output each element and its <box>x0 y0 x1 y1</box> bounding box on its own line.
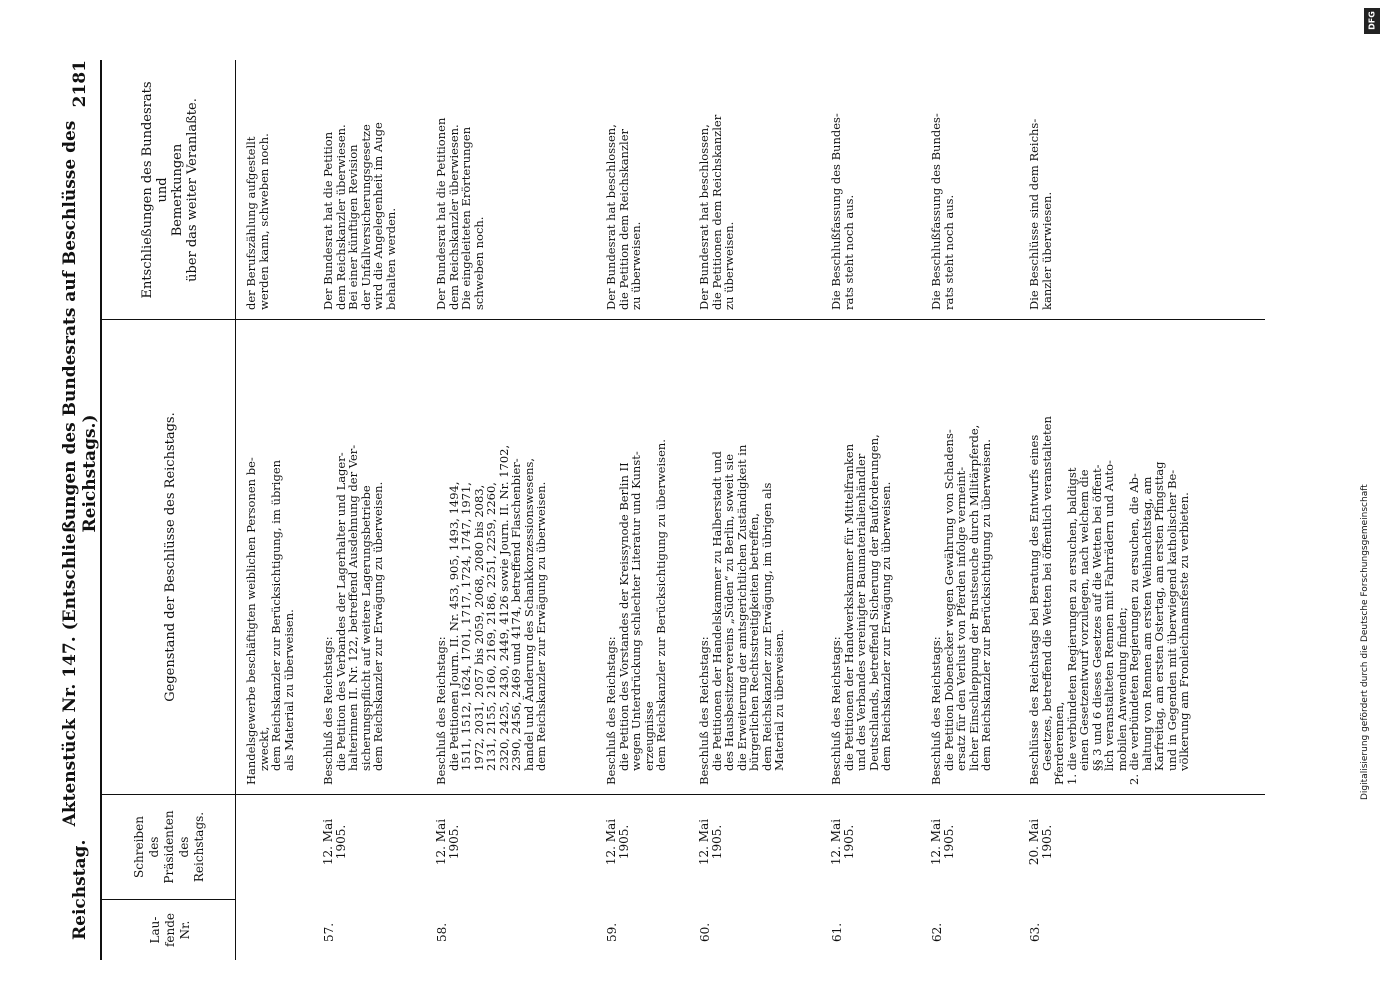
subject-line: die Petitionen Journ. II. Nr. 453, 905, 1493, 1494, <box>446 481 461 771</box>
decision-line: die Petitionen dem Reichskanzler <box>709 114 724 310</box>
row-number: 61. <box>830 922 844 942</box>
table-header-rule <box>235 60 236 960</box>
subject-line: Beschluß des Reichstags: <box>321 636 335 785</box>
subject-line: §§ 3 und 6 dieses Gesetzes auf die Wetten bei öffent- <box>1089 464 1104 771</box>
subject-line: Beschluß des Reichstags: <box>929 636 943 785</box>
row-decision <box>930 65 955 310</box>
subject-line: dem Reichskanzler zur Erwägung zu überweisen. <box>534 481 548 771</box>
subject-line: wegen Unterdrückung schlechter Literatur und Kunst- <box>629 451 643 771</box>
header-document-title: Aktenstück Nr. 147. (Entschließungen des Bundesrats auf Beschlüsse des Reichstags.) <box>60 120 100 827</box>
row-number: 58. <box>435 922 449 942</box>
subject-line: erzeugnisse <box>641 701 656 771</box>
dfg-logo-text: DFG <box>1367 11 1377 30</box>
row-subject <box>322 325 385 785</box>
header-president-letter: Schreiben des Präsidenten des Reichstags. <box>131 810 206 884</box>
decision-line: zu überweisen. <box>629 221 643 310</box>
subject-line: mobilen Anwendung finden; <box>1114 607 1129 771</box>
subject-line: handel und Änderung des Schankkonzessionswesens, <box>521 457 536 771</box>
digitization-note <box>1360 200 1378 800</box>
subject-line: Pferderennen, <box>1052 701 1066 785</box>
row-subject <box>245 325 295 785</box>
subject-line: Gesetzes, betreffend die Wetten bei öffentlich veranstalteten <box>1039 416 1054 771</box>
row-number: 63. <box>1028 922 1042 942</box>
row-decision <box>435 65 485 310</box>
decision-line: dem Reichskanzler überwiesen. <box>446 124 461 310</box>
row-number: 59. <box>605 922 619 942</box>
header-left-title: Reichstag. <box>70 839 90 940</box>
subject-line: Beschlüsse des Reichstags bei Beratung des Entwurfs eines <box>1027 434 1041 785</box>
decision-line: der Unfallversicherungsgesetze <box>358 124 373 310</box>
subject-line: die Petitionen der Handelskammer zu Halberstadt und <box>709 451 724 771</box>
subject-line: und des Verbandes vereinigter Baumaterialienhändler <box>854 453 868 771</box>
header-decisions: Entschließungen des Bundesrats und Bemerkungen über das weiter Veranlaßte. <box>140 81 200 299</box>
row-date: 12. Mai 1905. <box>434 818 461 866</box>
column-rule-3 <box>100 319 1265 320</box>
row-decision <box>605 65 643 310</box>
resolutions-table <box>100 60 1300 990</box>
decision-line: Bei einer künftigen Revision <box>346 144 360 310</box>
row-subject <box>435 325 548 785</box>
decision-line: behalten werden. <box>383 208 398 310</box>
subject-line: dem Reichskanzler zur Erwägung zu überweisen. <box>879 481 893 771</box>
row-date: 12. Mai 1905. <box>929 818 956 866</box>
subject-line: 2320, 2425, 2430, 2449, 4126 sowie Journ. II. Nr. 1702, <box>496 444 511 771</box>
decision-line: Der Bundesrat hat beschlossen, <box>697 124 711 310</box>
subject-line: dem Reichskanzler zur Erwägung, im übrigen als <box>759 482 774 771</box>
subject-line: 1511, 1512, 1624, 1701, 1717, 1724, 1747, 1971, <box>459 482 473 771</box>
decision-line: der Berufszählung aufgestellt <box>244 136 258 310</box>
decision-line: die Petition dem Reichskanzler <box>616 128 631 310</box>
subject-line: halterinnen II. Nr. 122, betreffend Ausdehnung der Ver- <box>346 444 360 771</box>
subject-line: die Petitionen der Handwerkskammer für Mittelfranken <box>841 443 856 771</box>
row-subject <box>605 325 668 785</box>
row-decision <box>322 65 397 310</box>
row-date: 12. Mai 1905. <box>697 818 724 866</box>
subject-line: ersatz für den Verlust von Pferden infolge vermeint- <box>954 466 968 771</box>
decision-line: rats steht noch aus. <box>841 194 856 310</box>
row-decision <box>1028 65 1053 310</box>
subject-line: einen Gesetzentwurf vorzulegen, nach welchem die <box>1077 469 1091 771</box>
row-decision <box>245 65 270 310</box>
subject-line: Beschluß des Reichstags: <box>829 636 843 785</box>
subject-line: die Erweiterung der amtsgerichtlichen Zuständigkeit in <box>734 444 749 771</box>
subject-line: dem Reichskanzler zur Erwägung zu überweisen. <box>371 481 385 771</box>
decision-line: kanzler überwiesen. <box>1039 191 1054 310</box>
row-subject <box>1028 325 1191 785</box>
header-subject: Gegenstand der Beschlüsse des Reichstags. <box>162 412 178 702</box>
row-date: 12. Mai 1905. <box>829 818 856 866</box>
dfg-logo <box>1364 8 1380 34</box>
decision-line: schweben noch. <box>471 216 486 310</box>
subject-line: Beschluß des Reichstags: <box>604 636 618 785</box>
header-running-number: Lau- fende Nr. <box>147 912 192 948</box>
subject-line: und in Gegenden mit überwiegend katholischer Be- <box>1164 469 1179 771</box>
subject-line: die Petition des Vorstandes der Kreissynode Berlin II <box>616 462 631 771</box>
subject-line: Material zu überweisen. <box>772 629 786 771</box>
column-rule-2 <box>100 794 1265 795</box>
decision-line: rats steht noch aus. <box>941 194 956 310</box>
decision-line: Die Beschlußfassung des Bundes- <box>829 113 843 310</box>
decision-line: Die Beschlußfassung des Bundes- <box>929 113 943 310</box>
subject-line: bürgerlichen Rechtsstreitigkeiten betreffen, <box>747 512 761 771</box>
subject-line: des Hausbesitzervereins „Süden“ zu Berlin, soweit sie <box>722 453 736 771</box>
page-header <box>60 60 100 940</box>
row-date: 12. Mai 1905. <box>321 818 348 866</box>
decision-line: Die eingeleiteten Erörterungen <box>459 126 473 310</box>
subject-line: dem Reichskanzler zur Berücksichtigung zu überweisen. <box>979 439 993 771</box>
decision-line: werden kann, schweben noch. <box>256 133 271 310</box>
decision-line: zu überweisen. <box>722 221 736 310</box>
subject-line: sicherungspflicht auf weitere Lagerungsbetriebe <box>358 485 373 771</box>
subject-line: Beschluß des Reichstags: <box>434 636 448 785</box>
decision-line: Der Bundesrat hat beschlossen, <box>604 124 618 310</box>
row-decision <box>830 65 855 310</box>
subject-line: zweckt, <box>256 726 271 771</box>
subject-line: die Petition Dobenecker wegen Gewährung von Schadens- <box>941 429 956 771</box>
decision-line: Der Bundesrat hat die Petitionen <box>434 117 448 310</box>
page-number: 2181 <box>70 60 90 108</box>
row-subject <box>830 325 893 785</box>
row-subject <box>930 325 993 785</box>
subject-line: 2. die verbündeten Regierungen zu ersuchen, die Ab- <box>1127 473 1141 785</box>
row-number: 60. <box>698 922 712 942</box>
subject-line: Deutschlands, betreffend Sicherung der Bauforderungen, <box>866 434 881 771</box>
subject-line: Karfreitag, am ersten Ostertag, am ersten Pfingsttag <box>1152 461 1166 771</box>
digitization-note-text: Digitalisierung gefördert durch die Deutsche Forschungsgemeinschaft <box>1360 484 1370 800</box>
subject-line: Handelsgewerbe beschäftigten weiblichen Personen be- <box>244 457 258 785</box>
subject-line: 2131, 2155, 2160, 2169, 2186, 2251, 2259, 2260, <box>484 482 498 771</box>
table-top-rule <box>100 60 102 960</box>
subject-line: lich veranstalteten Rennen mit Fahrrädern und Auto- <box>1102 460 1116 771</box>
subject-line: dem Reichskanzler zur Berücksichtigung, im übrigen <box>269 459 283 771</box>
subject-line: 1. die verbündeten Regierungen zu ersuchen, baldigst <box>1064 467 1079 785</box>
subject-line: als Material zu überweisen. <box>281 609 296 771</box>
subject-line: dem Reichskanzler zur Berücksichtigung zu überweisen. <box>654 439 668 771</box>
subject-line: Beschluß des Reichstags: <box>697 636 711 785</box>
subject-line: licher Einschleppung der Brustseuche durch Militärpferde, <box>966 424 981 771</box>
row-decision <box>698 65 736 310</box>
subject-line: haltung von Rennen am ersten Weihnachtstag, am <box>1139 476 1154 771</box>
decision-line: Der Bundesrat hat die Petition <box>321 131 335 310</box>
row-subject <box>698 325 786 785</box>
decision-line: Die Beschlüsse sind dem Reichs- <box>1027 118 1041 310</box>
subject-line: völkerung am Fronleichnamsfeste zu verbieten. <box>1177 492 1191 771</box>
row-date: 12. Mai 1905. <box>604 818 631 866</box>
row-number: 57. <box>322 922 336 942</box>
decision-line: wird die Angelegenheit im Auge <box>371 122 385 310</box>
row-date: 20. Mai 1905. <box>1027 818 1054 866</box>
subject-line: 1972, 2031, 2057 bis 2059, 2068, 2080 bis 2083, <box>471 484 486 771</box>
decision-line: dem Reichskanzler überwiesen. <box>333 124 348 310</box>
subject-line: 2390, 2456, 2469 und 4174, betreffend Flaschenbier- <box>509 458 523 771</box>
row-number: 62. <box>930 922 944 942</box>
subject-line: die Petition des Verbandes der Lagerhalter und Lager- <box>333 452 348 771</box>
